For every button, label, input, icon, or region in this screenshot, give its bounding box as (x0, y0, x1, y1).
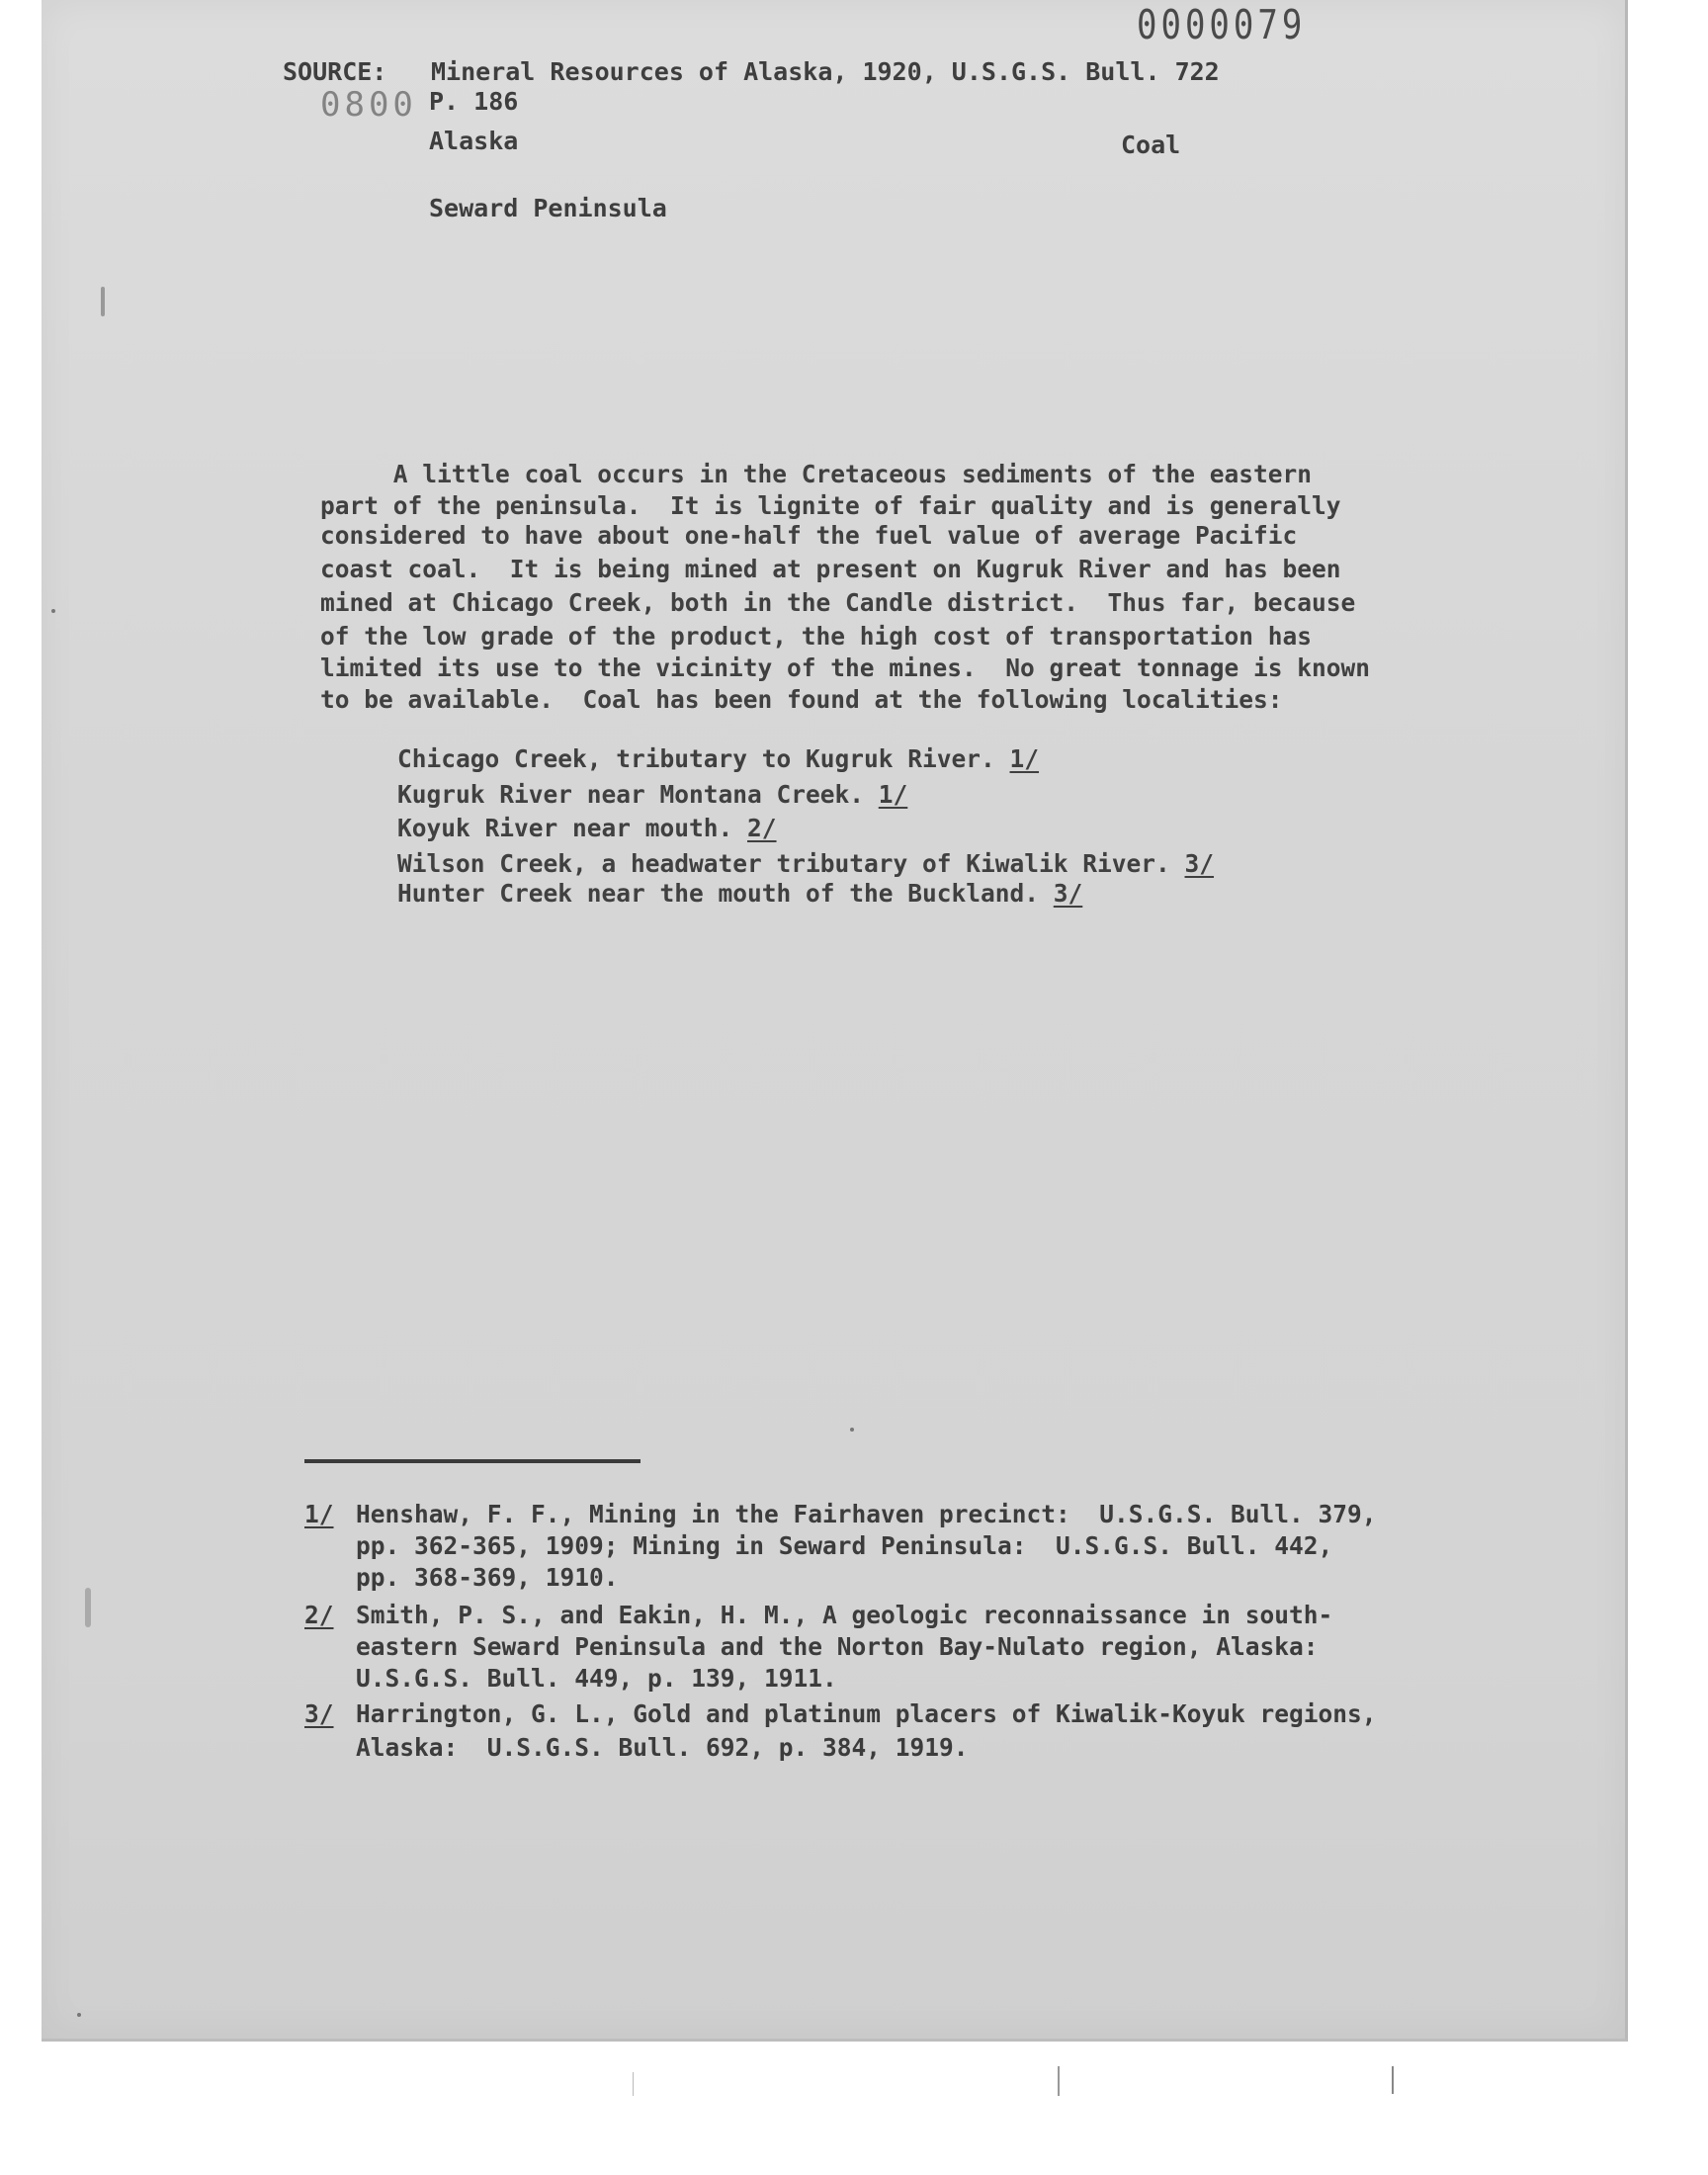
locality-text: Chicago Creek, tributary to Kugruk River. (397, 744, 1010, 773)
scan-edge-mark (1058, 2066, 1060, 2096)
footnote-ref: 2/ (747, 814, 777, 842)
footnote-ref: 1/ (878, 780, 908, 809)
page-reference: P. 186 (429, 87, 519, 116)
source-label: SOURCE: (283, 57, 387, 86)
footnote-line: pp. 362-365, 1909; Mining in Seward Peninsula: U.S.G.S. Bull. 442, (356, 1531, 1333, 1560)
scan-speck (101, 287, 105, 316)
paragraph-line: coast coal. It is being mined at present on Kugruk River and has been (320, 555, 1341, 583)
paragraph-line: part of the peninsula. It is lignite of fair quality and is generally (320, 491, 1341, 520)
footnote-marker: 2/ (304, 1601, 334, 1629)
area-heading: Seward Peninsula (429, 194, 667, 222)
locality-item (397, 879, 1083, 908)
locality-text: Koyuk River near mouth. (397, 814, 748, 842)
source-citation: Mineral Resources of Alaska, 1920, U.S.G.S. Bull. 722 (431, 57, 1220, 86)
archive-number-stamp: 0000079 (1137, 2, 1307, 49)
locality-item (397, 744, 1040, 773)
footnote-line: eastern Seward Peninsula and the Norton Bay-Nulato region, Alaska: (356, 1632, 1319, 1661)
footnote-line: U.S.G.S. Bull. 449, p. 139, 1911. (356, 1664, 837, 1693)
paragraph-line: of the low grade of the product, the high cost of transportation has (320, 622, 1313, 651)
locality-item (397, 780, 908, 809)
scan-speck (850, 1428, 854, 1432)
locality-text: Wilson Creek, a headwater tributary of Kiwalik River. (397, 849, 1185, 878)
footnote-ref: 1/ (1009, 744, 1040, 773)
footnote-line: Harrington, G. L., Gold and platinum placers of Kiwalik-Koyuk regions, (356, 1699, 1377, 1728)
locality-text: Kugruk River near Montana Creek. (397, 780, 879, 809)
footnote-separator (304, 1459, 640, 1463)
footnote-ref: 3/ (1184, 849, 1215, 878)
commodity-heading: Coal (1121, 130, 1181, 159)
scan-edge-mark (633, 2072, 634, 2096)
archive-number-stamp-left: 0800 (320, 85, 417, 125)
scan-speck (85, 1588, 91, 1627)
footnote-ref: 3/ (1053, 879, 1083, 908)
paragraph-line: to be available. Coal has been found at the following localities: (320, 685, 1283, 714)
paragraph-line: A little coal occurs in the Cretaceous sediments of the eastern (320, 460, 1313, 488)
scan-speck (51, 609, 55, 613)
locality-text: Hunter Creek near the mouth of the Buckland. (397, 879, 1054, 908)
region-heading: Alaska (429, 127, 519, 155)
document-page (42, 0, 1628, 2042)
footnote-line: Henshaw, F. F., Mining in the Fairhaven precinct: U.S.G.S. Bull. 379, (356, 1500, 1377, 1528)
scan-speck (77, 2013, 81, 2017)
paragraph-line: considered to have about one-half the fuel value of average Pacific (320, 521, 1298, 550)
footnote-marker: 1/ (304, 1500, 334, 1528)
scan-edge-mark (1392, 2066, 1394, 2094)
footnote-line: Alaska: U.S.G.S. Bull. 692, p. 384, 1919. (356, 1733, 969, 1762)
footnote-line: pp. 368-369, 1910. (356, 1563, 619, 1592)
footnote-marker: 3/ (304, 1699, 334, 1728)
locality-item (397, 814, 777, 842)
locality-item (397, 849, 1215, 878)
footnote-line: Smith, P. S., and Eakin, H. M., A geologic reconnaissance in south- (356, 1601, 1333, 1629)
paragraph-line: mined at Chicago Creek, both in the Candle district. Thus far, because (320, 588, 1356, 617)
paragraph-line: limited its use to the vicinity of the mines. No great tonnage is known (320, 653, 1371, 682)
